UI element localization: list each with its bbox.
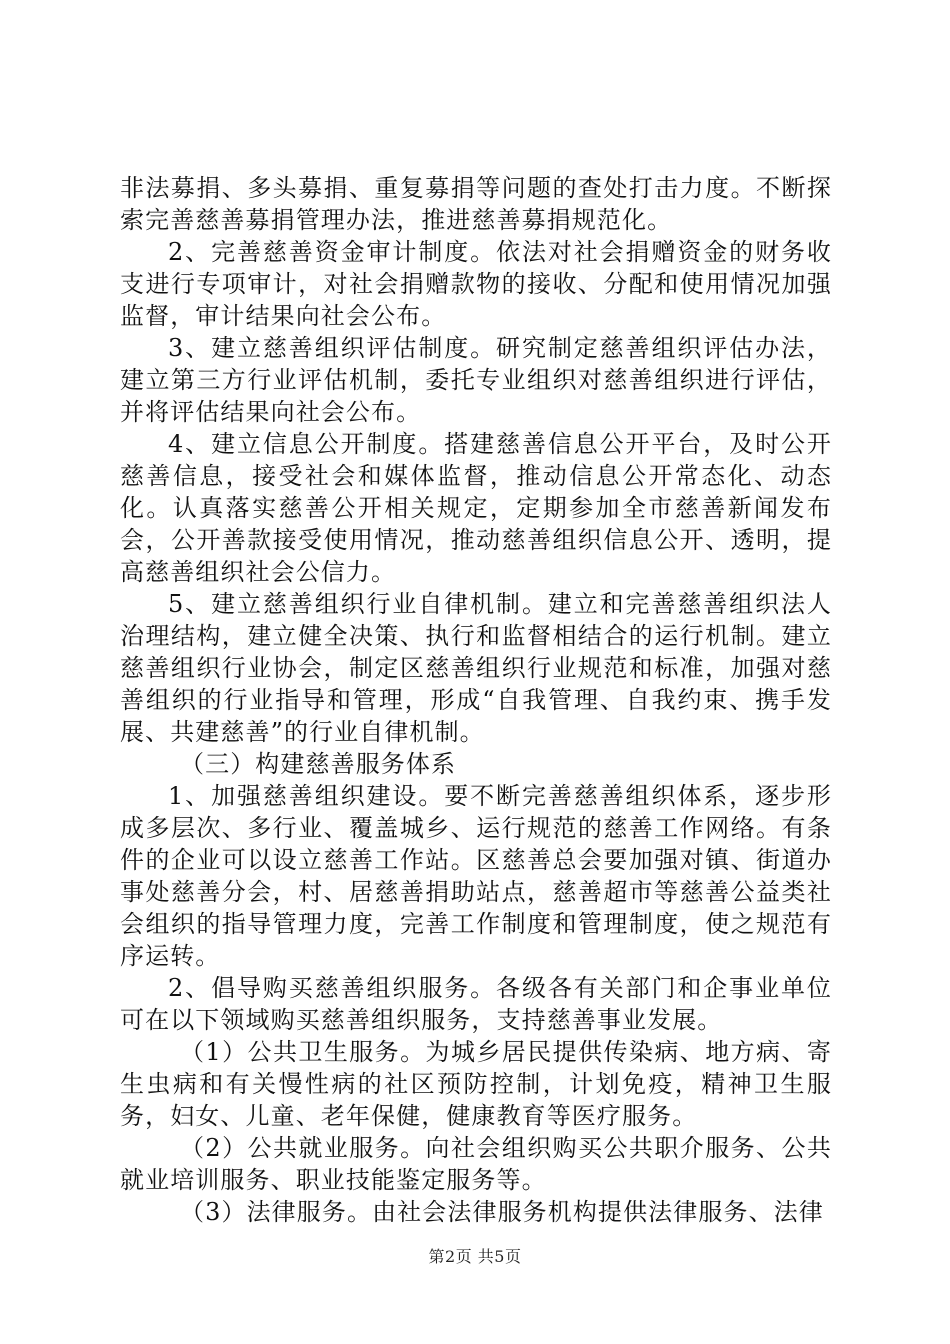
paragraph-public-employment: （2）公共就业服务。向社会组织购买公共职介服务、公共就业培训服务、职业技能鉴定服务等。 [120, 1134, 832, 1194]
paragraph-legal-services: （3）法律服务。由社会法律服务机构提供法律服务、法律 [180, 1198, 824, 1226]
paragraph-disclosure-system: 4、建立信息公开制度。搭建慈善信息公开平台，及时公开慈善信息，接受社会和媒体监督，推动信息公开常态化、动态化。认真落实慈善公开相关规定，定期参加全市慈善新闻发布会，公开善款接受使用情况，推动慈善组织信息公开、透明，提高慈善组织社会公信力。 [120, 430, 832, 586]
paragraph-audit-system: 2、完善慈善资金审计制度。依法对社会捐赠资金的财务收支进行专项审计，对社会捐赠款物的接收、分配和使用情况加强监督，审计结果向社会公布。 [120, 238, 832, 330]
paragraph-public-health: （1）公共卫生服务。为城乡居民提供传染病、地方病、寄生虫病和有关慢性病的社区预防控制，计划免疫，精神卫生服务，妇女、儿童、老年保健，健康教育等医疗服务。 [120, 1038, 832, 1130]
paragraph-evaluation-system: 3、建立慈善组织评估制度。研究制定慈善组织评估办法，建立第三方行业评估机制，委托专业组织对慈善组织进行评估，并将评估结果向社会公布。 [120, 334, 832, 426]
section-heading: （三）构建慈善服务体系 [180, 750, 457, 778]
paragraph-continuation: 非法募捐、多头募捐、重复募捐等问题的查处打击力度。不断探索完善慈善募捐管理办法，推进慈善募捐规范化。 [120, 174, 832, 234]
paragraph-purchase-services: 2、倡导购买慈善组织服务。各级各有关部门和企事业单位可在以下领域购买慈善组织服务，支持慈善事业发展。 [120, 974, 832, 1034]
document-body [120, 172, 832, 1228]
paragraph-organization-building: 1、加强慈善组织建设。要不断完善慈善组织体系，逐步形成多层次、多行业、覆盖城乡、运行规范的慈善工作网络。有条件的企业可以设立慈善工作站。区慈善总会要加强对镇、街道办事处慈善分会，村、居慈善捐助站点，慈善超市等慈善公益类社会组织的指导管理力度，完善工作制度和管理制度，使之规范有序运转。 [120, 782, 832, 970]
paragraph-self-discipline: 5、建立慈善组织行业自律机制。建立和完善慈善组织法人治理结构，建立健全决策、执行和监督相结合的运行机制。建立慈善组织行业协会，制定区慈善组织行业规范和标准，加强对慈善组织的行业指导和管理，形成“自我管理、自我约束、携手发展、共建慈善”的行业自律机制。 [120, 590, 832, 746]
page-number-footer: 第2页 共5页 [428, 1247, 522, 1266]
